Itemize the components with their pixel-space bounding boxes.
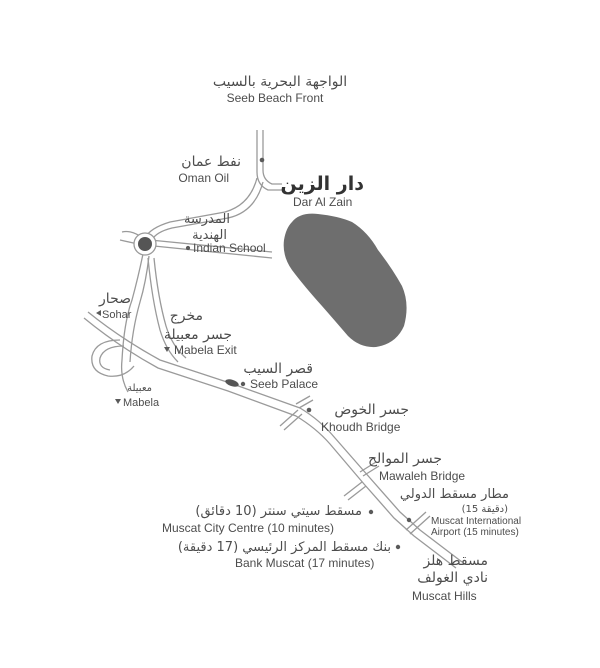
muscat-hills-ar2: نادي الغولف [417,570,488,586]
seeb-palace-en: Seeb Palace [250,377,319,391]
indian-school-ar1: المدرسة [183,212,230,227]
sohar-ar: صحار [99,291,131,307]
airport-en1: Muscat International [431,516,522,527]
dar-al-zain-ar: دار الزين [280,173,364,195]
khoudh-bridge-marker[interactable] [307,408,312,413]
khoudh-bridge-ar: جسر الخوض [334,402,409,418]
road-network [84,130,462,568]
seeb-beach-front-en: Seeb Beach Front [226,91,324,105]
airport-marker[interactable] [407,518,411,522]
seeb-palace-marker[interactable] [241,382,245,386]
mabela-marker[interactable] [115,399,121,404]
city-centre-ar: مسقط سيتي سنتر (10 دقائق) [195,504,362,519]
city-centre-en: Muscat City Centre (10 minutes) [162,521,335,535]
bank-muscat-en: Bank Muscat (17 minutes) [235,556,375,570]
city-centre-marker[interactable] [369,510,373,514]
roundabout [134,233,156,255]
oman-oil-marker[interactable] [260,158,265,163]
mawaleh-bridge-en: Mawaleh Bridge [379,469,466,483]
mabela-exit-en: Mabela Exit [174,343,237,357]
airport-en2: Airport (15 minutes) [431,527,519,538]
mabela-ar: معبيلة [127,383,152,394]
khoudh-bridge-en: Khoudh Bridge [321,420,401,434]
indian-school-en: Indian School [193,241,266,255]
bank-muscat-ar: بنك مسقط المركز الرئيسي (17 دقيقة) [177,540,391,555]
sohar-marker[interactable] [96,310,101,316]
dar-al-zain-site[interactable] [284,214,407,347]
seeb-beach-front-ar: الواجهة البحرية بالسيب [212,74,348,90]
oman-oil-ar: نفط عمان [181,154,241,170]
dar-al-zain-en: Dar Al Zain [293,195,353,209]
oman-oil-en: Oman Oil [178,171,229,185]
seeb-palace-ar: قصر السيب [243,361,313,377]
indian-school-marker[interactable] [186,246,190,250]
mabela-exit-ar1: مخرج [169,308,203,324]
mabela-exit-ar2: جسر معبيلة [163,327,232,343]
mabela-en: Mabela [123,397,160,409]
airport-ar2: (15 دقيقة) [461,504,508,515]
sohar-en: Sohar [102,309,132,321]
location-markers [96,158,411,550]
bank-muscat-marker[interactable] [396,545,400,549]
mawaleh-bridge-ar: جسر الموالح [368,451,442,467]
muscat-hills-en: Muscat Hills [412,589,477,603]
indian-school-ar2: الهندية [192,228,227,243]
airport-ar1: مطار مسقط الدولي [399,487,509,502]
muscat-hills-ar1: مسقط هلز [423,553,488,569]
